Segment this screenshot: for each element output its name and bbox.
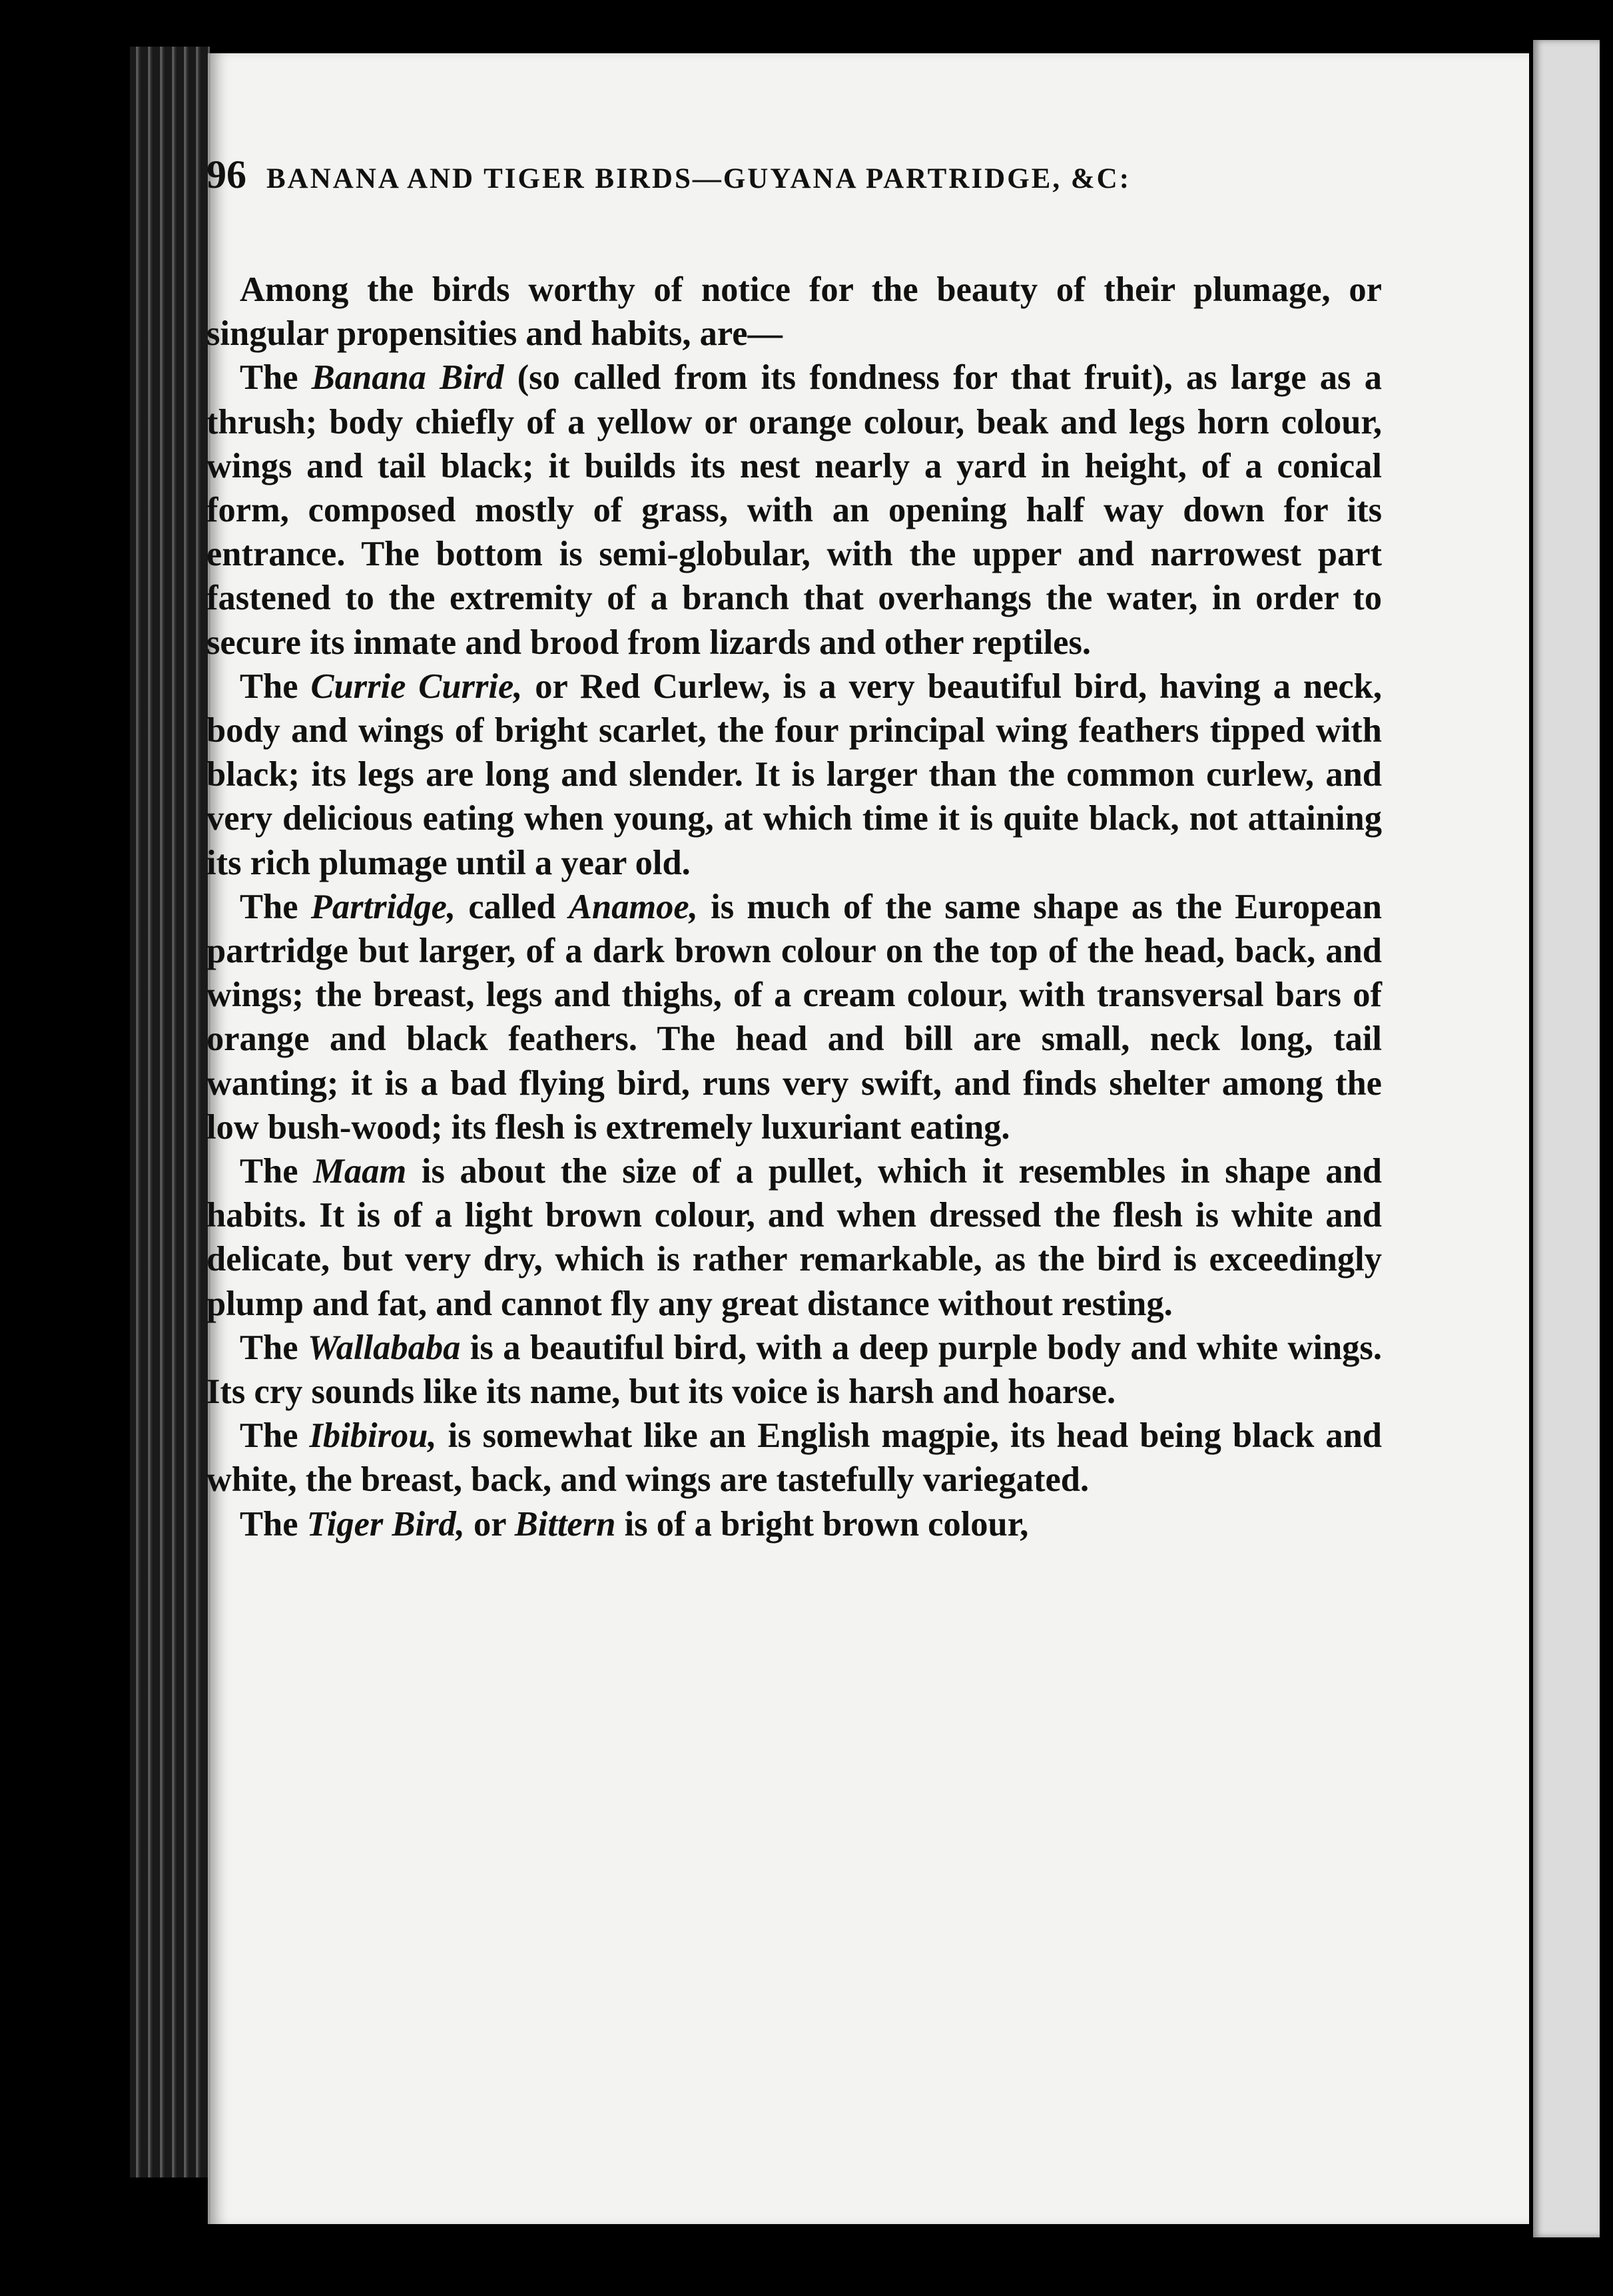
paragraph-wallababa — [206, 1326, 1382, 1414]
bird-name-banana-bird: Banana Bird — [311, 358, 504, 398]
paragraph-ibibirou — [206, 1414, 1382, 1502]
paragraph-lead: The — [240, 1152, 314, 1191]
paragraph-text: Among the birds worthy of notice for the beauty of their plumage, or singular propensities and habits, are— — [206, 270, 1382, 354]
paragraph-tiger-bird — [206, 1502, 1382, 1546]
facing-page-edge — [1533, 40, 1600, 2237]
bird-name-bittern: Bittern — [514, 1504, 616, 1544]
paragraph-text: or Red Curlew, is a very beautiful bird, having a neck, body and wings of bright scarlet, the four principal wing feathers tipped with black; its legs are long and slender. It is larger than the common curlew, and very delicious eating when young, at which time it is quite black, not attaining its rich plumage until a year old. — [206, 667, 1382, 882]
bird-name-maam: Maam — [313, 1152, 407, 1191]
paragraph-partridge — [206, 885, 1382, 1149]
paragraph-lead: The — [240, 358, 312, 398]
page-number: 96 — [206, 152, 246, 196]
paragraph-lead: The — [240, 1504, 307, 1544]
paragraph-intro — [206, 268, 1382, 356]
paragraph-text: is about the size of a pullet, which it resembles in shape and habits. It is of a light brown colour, and when dressed the flesh is white and delicate, but very dry, which is rather remarkable, as the bird is exceedingly plump and fat, and cannot fly any great distance without resting. — [206, 1152, 1382, 1323]
running-title: BANANA AND TIGER BIRDS—GUYANA PARTRIDGE, &C: — [266, 163, 1131, 194]
paragraph-text: is a beautiful bird, with a deep purple body and white wings. Its cry sounds like its name, but its voice is harsh and hoarse. — [206, 1328, 1382, 1412]
paragraph-lead: The — [240, 667, 311, 706]
bird-name-partridge: Partridge, — [310, 887, 456, 926]
paragraph-lead: The — [240, 1328, 308, 1367]
body-text — [206, 268, 1382, 1546]
paragraph-maam — [206, 1149, 1382, 1326]
paragraph-lead: The — [240, 887, 311, 926]
bird-name-tiger-bird: Tiger Bird, — [306, 1504, 465, 1544]
paragraph-text: called — [456, 887, 569, 926]
bird-name-currie-currie: Currie Currie, — [310, 667, 523, 706]
bird-name-wallababa: Wallababa — [307, 1328, 461, 1367]
paragraph-text: is somewhat like an English magpie, its head being black and white, the breast, back, and wings are tastefully variegated. — [206, 1416, 1382, 1500]
paragraph-text: is of a bright brown colour, — [615, 1504, 1029, 1544]
paragraph-text: is much of the same shape as the European partridge but larger, of a dark brown colour on the top of the head, back, and wings; the breast, legs and thighs, of a cream colour, with transversal bars of orange and black feathers. The head and bill are small, neck long, tail wanting; it is a bad flying bird, runs very swift, and finds shelter among the low bush-wood; its flesh is extremely luxuriant eating. — [206, 887, 1382, 1147]
bird-name-anamoe: Anamoe, — [568, 887, 698, 926]
page-header — [206, 152, 1392, 198]
paragraph-text: or — [464, 1504, 515, 1544]
paragraph-text: (so called from its fondness for that fruit), as large as a thrush; body chiefly of a yellow or orange colour, beak and legs horn colour, wings and tail black; it builds its nest nearly a yard in height, of a conical form, composed mostly of grass, with an opening half way down for its entrance. The bottom is semi-globular, with the upper and narrowest part fastened to the extremity of a branch that overhangs the water, in order to secure its inmate and brood from lizards and other reptiles. — [206, 358, 1382, 662]
paragraph-banana-bird — [206, 356, 1382, 664]
book-page-edges — [130, 47, 210, 2177]
paragraph-currie-currie — [206, 665, 1382, 885]
bird-name-ibibirou: Ibibirou, — [309, 1416, 437, 1456]
paragraph-lead: The — [240, 1416, 310, 1456]
